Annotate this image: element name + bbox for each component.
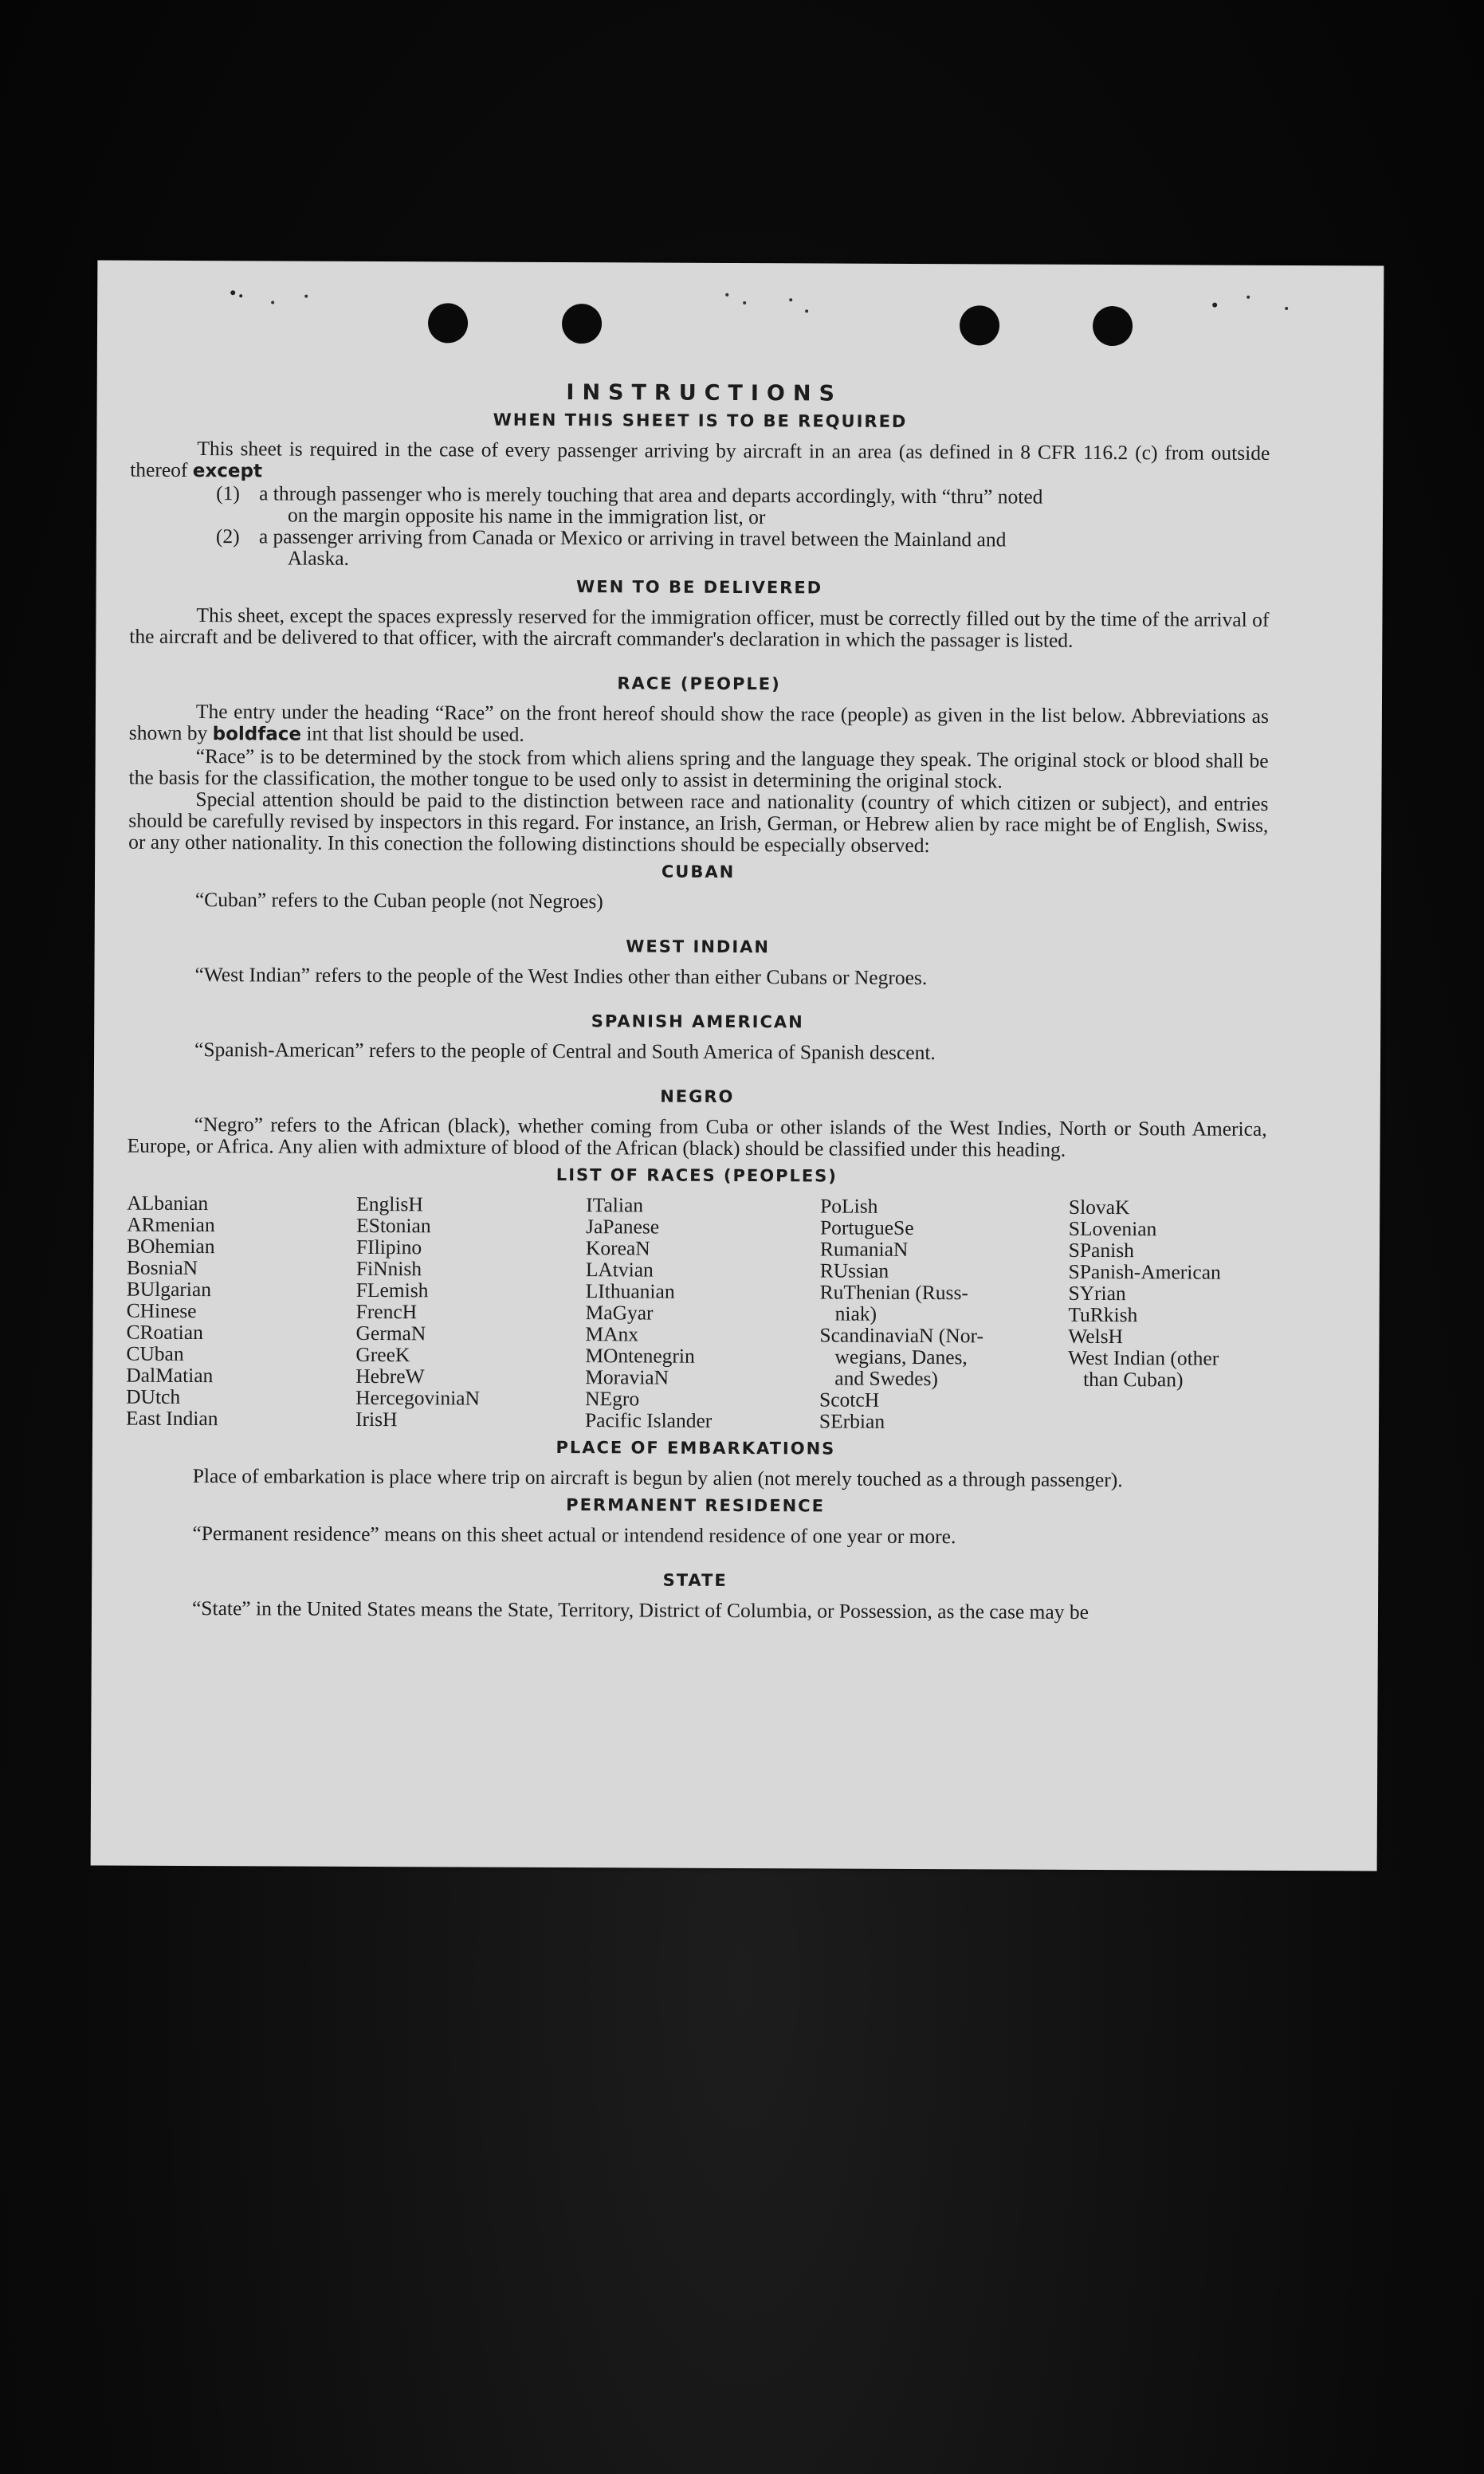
race-entry: ScotcH xyxy=(819,1388,880,1412)
race-entry: SlovaK xyxy=(1068,1195,1130,1219)
race-entry: ITalian xyxy=(586,1193,644,1217)
race-paragraph-1 xyxy=(129,701,1269,750)
cuban-paragraph: “Cuban” refers to the Cuban people (not Negroes) xyxy=(194,888,603,913)
race-entry: SPanish xyxy=(1068,1238,1134,1263)
race-entry: than Cuban) xyxy=(1067,1367,1184,1392)
races-column xyxy=(126,1192,356,1430)
race-entry: GreeK xyxy=(355,1342,410,1367)
race-entry: SPanish-American xyxy=(1068,1259,1221,1284)
race-text-end: int that list should be used. xyxy=(306,721,524,746)
race-entry: FIlipino xyxy=(355,1235,422,1259)
race-entry: FrencH xyxy=(355,1299,418,1324)
race-entry: FLemish xyxy=(355,1278,429,1302)
negro-paragraph: “Negro” refers to the African (black), whether coming from Cuba or other islands of the West Indies, North or South America, Europe, or Africa. Any alien with admixture of blood of the African (black) should be classified under this heading. xyxy=(127,1113,1267,1161)
punch-hole xyxy=(960,305,999,345)
punch-hole xyxy=(428,303,468,343)
race-entry: CRoatian xyxy=(126,1320,203,1345)
race-paragraph-2: “Race” is to be determined by the stock from which aliens spring and the language they speak. The original stock or blood shall be the basis for the classification, the mother tongue to be used only to assist in determining the original stock. xyxy=(128,744,1269,793)
race-entry: SLovenian xyxy=(1068,1216,1157,1241)
race-entry: HebreW xyxy=(355,1364,425,1388)
race-entry: ScandinaviaN (Nor- xyxy=(819,1323,984,1348)
race-entry: BUlgarian xyxy=(126,1277,212,1302)
race-entry: WelsH xyxy=(1068,1324,1124,1349)
required-emphasis: except xyxy=(192,461,263,482)
race-entry: HercegoviniaN xyxy=(355,1385,480,1410)
race-entry: RuThenian (Russ- xyxy=(819,1280,969,1305)
race-entry: BOhemian xyxy=(126,1234,215,1259)
race-entry: LAtvian xyxy=(585,1258,654,1282)
required-paragraph xyxy=(130,438,1270,487)
races-column xyxy=(355,1193,586,1431)
embarkation-paragraph: Place of embarkation is place where trip on aircraft is begun by alien (not merely touched as a through passenger). xyxy=(192,1464,1123,1492)
race-entry: PortugueSe xyxy=(819,1215,914,1239)
race-bold-word: boldface xyxy=(212,724,302,745)
race-entry: KoreaN xyxy=(585,1236,650,1260)
race-entry: wegians, Danes, xyxy=(819,1345,968,1369)
race-entry: CUban xyxy=(126,1341,184,1365)
race-entry: Pacific Islander xyxy=(584,1408,713,1432)
punch-hole xyxy=(562,304,602,344)
race-entry: niak) xyxy=(819,1302,877,1325)
race-entry: JaPanese xyxy=(586,1215,660,1239)
punch-hole xyxy=(1093,306,1133,346)
race-entry: DalMatian xyxy=(126,1363,214,1388)
race-entry: East Indian xyxy=(126,1406,218,1431)
spanish-american-paragraph: “Spanish-American” refers to the people of Central and South America of Spanish descent. xyxy=(194,1038,936,1065)
section-heading-required: WHEN THIS SHEET IS TO BE REQUIRED xyxy=(493,410,908,431)
item-continuation: Alaska. xyxy=(287,546,350,570)
race-entry: SErbian xyxy=(819,1409,885,1433)
race-entry: ALbanian xyxy=(127,1191,209,1215)
section-heading-residence: PERMANENT RESIDENCE xyxy=(566,1495,826,1516)
races-column xyxy=(819,1195,1069,1432)
race-entry: GermaN xyxy=(355,1321,426,1345)
section-heading-state: STATE xyxy=(662,1570,728,1590)
race-entry: West Indian (other xyxy=(1068,1345,1219,1370)
race-entry: ARmenian xyxy=(127,1212,215,1237)
section-heading-delivered: WEN TO BE DELIVERED xyxy=(576,577,823,598)
race-entry: PoLish xyxy=(820,1194,878,1218)
races-table xyxy=(126,1192,1266,1434)
delivered-paragraph: This sheet, except the spaces expressly reserved for the immigration officer, must be correctly filled out by the time of the arrival of the aircraft and be delivered to that officer, with the aircraft commander's declaration in which the passager is listed. xyxy=(129,603,1270,652)
races-column xyxy=(585,1194,820,1431)
item-line: a passenger arriving from Canada or Mexico or arriving in travel between the Mainland and xyxy=(258,524,1007,552)
race-entry: RumaniaN xyxy=(819,1237,909,1261)
race-entry: CHinese xyxy=(126,1298,197,1323)
paper-specks xyxy=(97,260,1384,361)
section-heading-negro: NEGRO xyxy=(660,1086,735,1106)
section-heading-race: RACE (PEOPLE) xyxy=(617,673,781,694)
race-paragraph-3: Special attention should be paid to the distinction between race and nationality (country of which citizen or subject), and entries should be carefully revised by inspectors in this regard. For instance, an Irish, German, or Hebrew alien by race might be of English, Swiss, or any other nationality. In this conection the following distinctions should be especially observed: xyxy=(128,787,1269,858)
race-entry: MaGyar xyxy=(585,1301,654,1325)
race-entry: EnglisH xyxy=(356,1192,423,1216)
section-heading-west-indian: WEST INDIAN xyxy=(626,937,771,957)
race-entry: LIthuanian xyxy=(585,1279,675,1303)
page-title: INSTRUCTIONS xyxy=(566,380,842,406)
required-text: This sheet is required in the case of every passenger arriving by aircraft in an area (as defined in 8 CFR 116.2 (c) from outside thereof xyxy=(130,437,1270,481)
race-entry: MOntenegrin xyxy=(585,1344,695,1368)
residence-paragraph: “Permanent residence” means on this sheet actual or intendend residence of one year or more. xyxy=(192,1522,956,1549)
race-entry: IrisH xyxy=(355,1407,398,1431)
race-entry: RUssian xyxy=(819,1259,889,1282)
list-item xyxy=(130,525,1270,573)
instructions-content xyxy=(125,380,1270,1624)
item-number: (2) xyxy=(215,524,240,548)
item-number: (1) xyxy=(216,481,240,505)
race-entry: TuRkish xyxy=(1068,1302,1138,1327)
section-heading-list: LIST OF RACES (PEOPLES) xyxy=(556,1165,838,1186)
races-column xyxy=(1068,1196,1267,1434)
race-entry: FiNnish xyxy=(355,1256,422,1281)
race-entry: MoraviaN xyxy=(585,1365,669,1389)
race-text: The entry under the heading “Race” on the front hereof should show the race (people) as given in the list below. Abbreviations as shown by xyxy=(128,700,1269,745)
item-line: a through passenger who is merely touching that area and departs accordingly, with “thru” noted xyxy=(259,481,1043,509)
race-entry: NEgro xyxy=(585,1387,640,1411)
state-paragraph: “State” in the United States means the State, Territory, District of Columbia, or Possession, as the case may be xyxy=(191,1596,1089,1624)
race-entry: MAnx xyxy=(585,1322,639,1346)
race-entry: DUtch xyxy=(126,1384,181,1408)
item-continuation: on the margin opposite his name in the immigration list, or xyxy=(287,503,766,529)
list-item xyxy=(130,482,1270,530)
west-indian-paragraph: “West Indian” refers to the people of the West Indies other than either Cubans or Negroes. xyxy=(194,963,928,990)
section-heading-spanish-american: SPANISH AMERICAN xyxy=(591,1011,804,1032)
section-heading-cuban: CUBAN xyxy=(661,862,736,882)
race-entry: SYrian xyxy=(1068,1281,1126,1306)
race-entry: BosniaN xyxy=(126,1255,198,1280)
instruction-sheet xyxy=(91,260,1384,1871)
item-text xyxy=(259,525,1270,573)
item-text xyxy=(259,482,1270,530)
section-heading-embarkation: PLACE OF EMBARKATIONS xyxy=(556,1438,836,1459)
race-entry: and Swedes) xyxy=(819,1366,938,1391)
race-entry: EStonian xyxy=(356,1213,431,1238)
